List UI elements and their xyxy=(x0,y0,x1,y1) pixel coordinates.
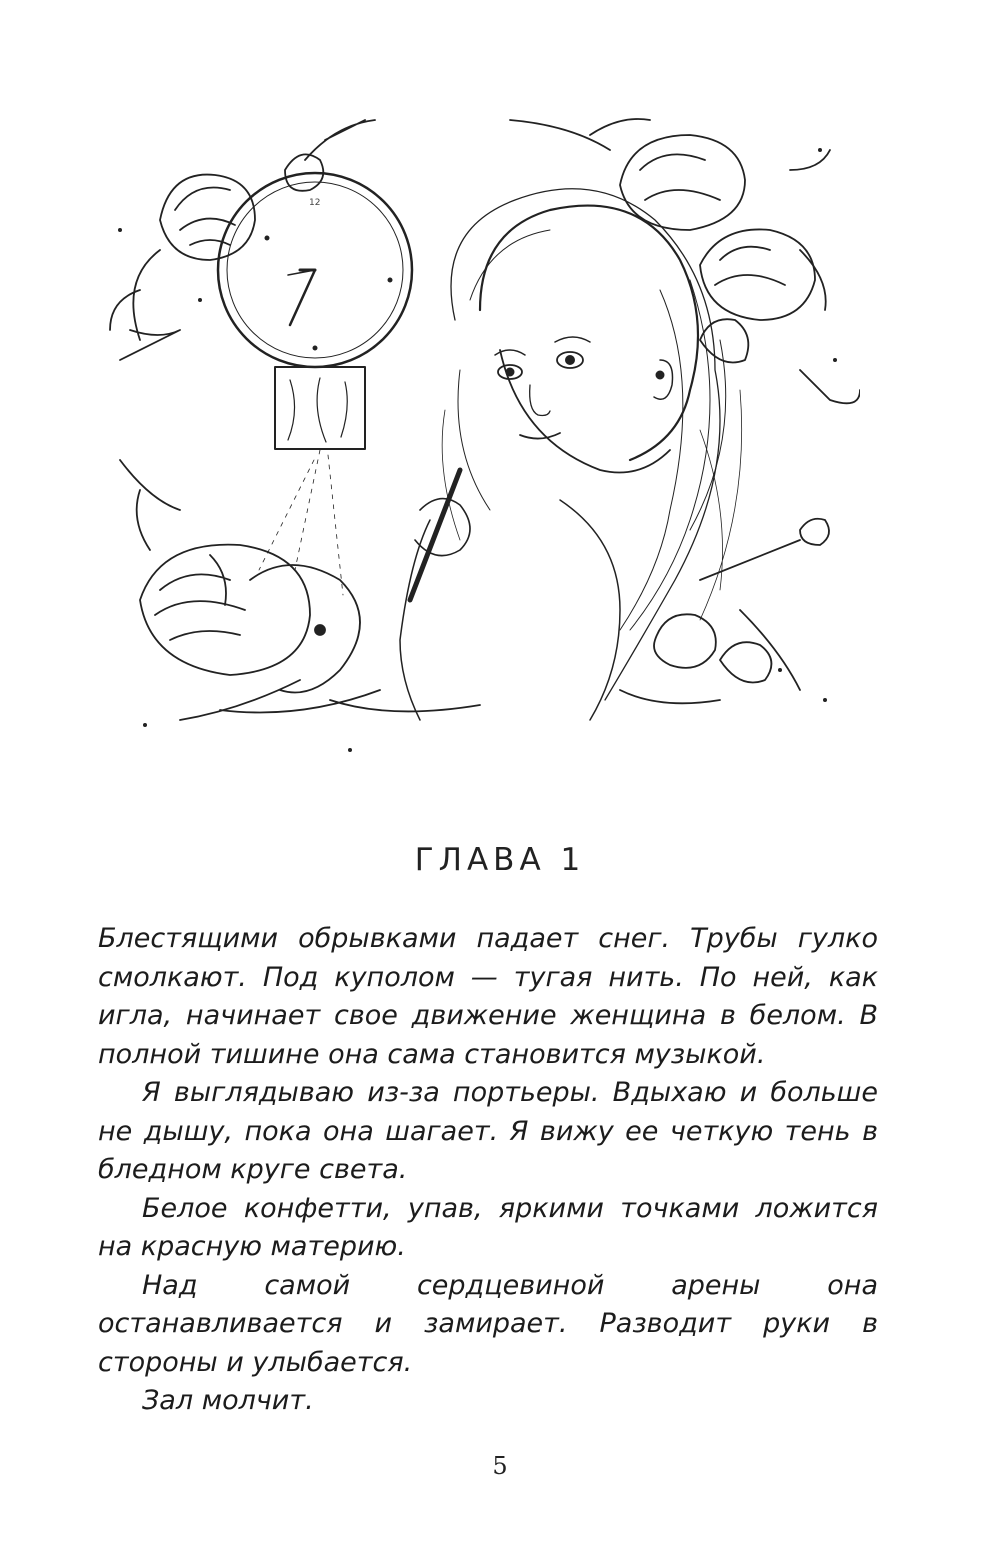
chapter-heading: ГЛАВА 1 xyxy=(414,842,586,878)
decorative-dots xyxy=(118,148,837,752)
paragraph: Белое конфетти, упав, яркими точками ложится на красную материю. xyxy=(98,1192,878,1262)
girl-portrait-drawing xyxy=(400,189,742,720)
paragraph: Зал молчит. xyxy=(142,1385,314,1416)
wall-clock-drawing xyxy=(218,173,412,595)
page-number: 5 xyxy=(492,1452,508,1480)
peony-top-left-drawing xyxy=(110,120,375,360)
clock-numeral: 12 xyxy=(309,198,321,208)
paragraph: Я выглядываю из-за портьеры. Вдыхаю и больше не дышу, пока она шагает. Я вижу ее четкую тень в бледном круге света. xyxy=(98,1077,878,1185)
peony-top-right-drawing xyxy=(510,119,860,403)
paragraph: Над самой сердцевиной арены она останавливается и замирает. Разводит руки в стороны и улыбается. xyxy=(98,1269,878,1378)
paragraph: Блестящими обрывками падает снег. Трубы гулко смолкают. Под куполом — тугая нить. По ней, как игла, начинает свое движение женщина в белом. В полной тишине она сама становится музыкой. xyxy=(98,923,878,1070)
peony-bottom-left-drawing xyxy=(120,460,480,720)
peony-bottom-right-drawing xyxy=(620,519,829,704)
chapter-body-text xyxy=(98,920,878,1421)
chapter-illustration xyxy=(100,110,860,760)
